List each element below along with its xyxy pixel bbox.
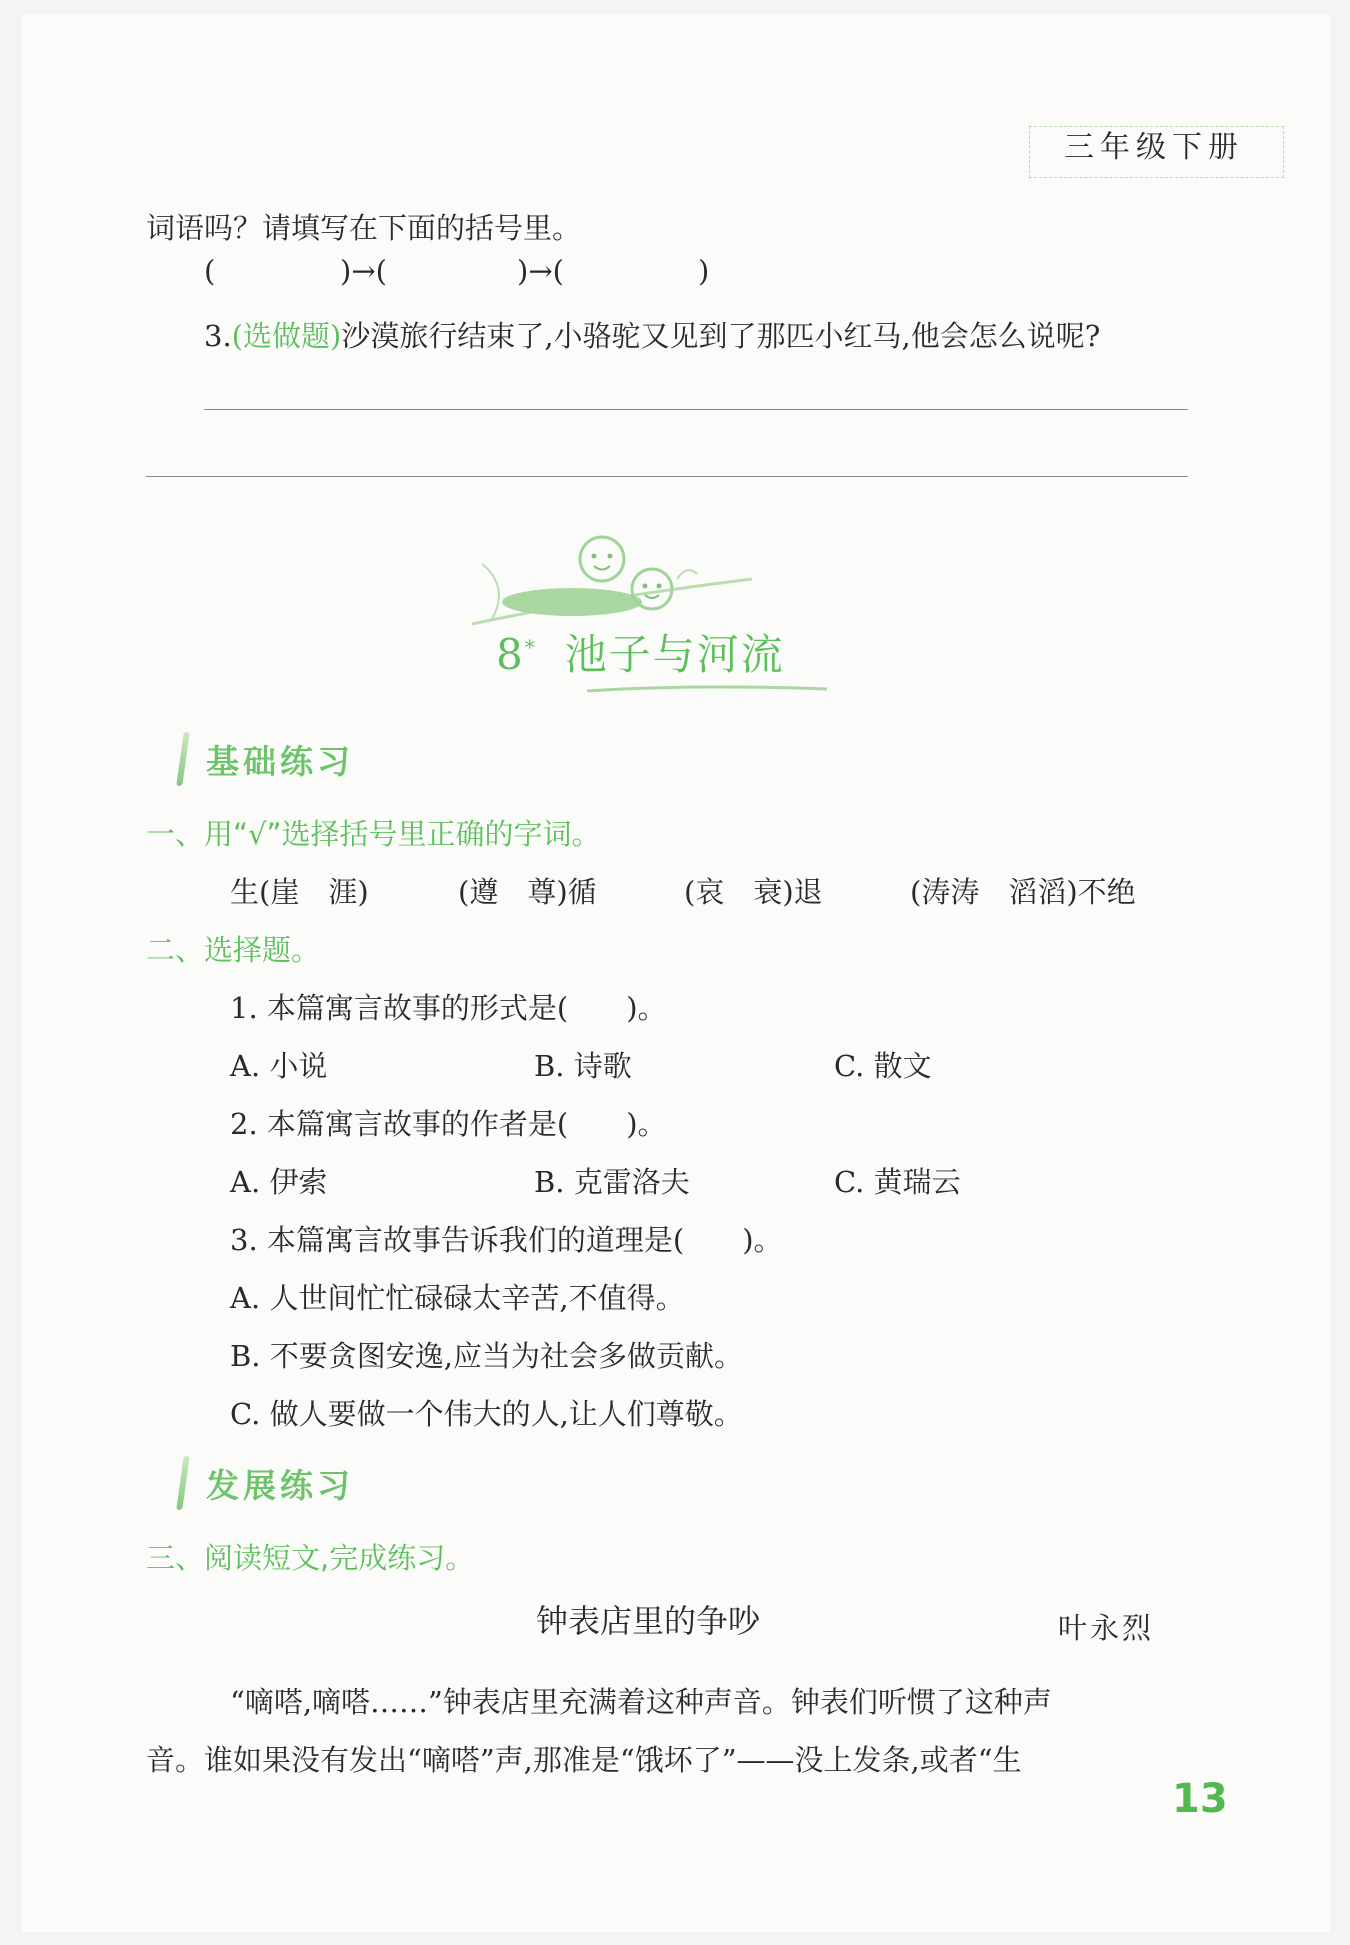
grade-label: 三年级下册: [1064, 130, 1244, 165]
part3-title: 三、阅读短文,完成练习。: [146, 1541, 475, 1575]
q2-option-b[interactable]: B. 克雷洛夫: [534, 1165, 690, 1199]
question-text: 沙漠旅行结束了,小骆驼又见到了那匹小红马,他会怎么说呢?: [341, 319, 1101, 353]
optional-tag: (选做题): [231, 319, 342, 353]
question-number: 3.: [204, 319, 232, 353]
q3-option-a[interactable]: A. 人世间忙忙碌碌太辛苦,不值得。: [230, 1281, 685, 1315]
bracket-4: ): [698, 254, 710, 288]
kids-illustration: [452, 524, 772, 634]
lesson-number: 8: [496, 630, 525, 679]
question-3: 3. 本篇寓言故事告诉我们的道理是( )。: [230, 1223, 783, 1257]
title-underline: [582, 682, 832, 696]
answer-line-1[interactable]: [204, 409, 1188, 410]
q3-option-b[interactable]: B. 不要贪图安逸,应当为社会多做贡献。: [230, 1339, 743, 1373]
paragraph-line-1: “嘀嗒,嘀嗒……”钟表店里充满着这种声音。钟表们听惯了这种声: [230, 1685, 1052, 1719]
pencil-icon: [176, 732, 190, 786]
q2-option-c[interactable]: C. 黄瑞云: [834, 1165, 961, 1199]
question-1: 1. 本篇寓言故事的形式是( )。: [230, 991, 667, 1025]
lesson-name: 池子与河流: [564, 630, 785, 679]
part1-title: 一、用“√”选择括号里正确的字词。: [146, 817, 601, 851]
basic-practice-heading: 基础练习: [206, 742, 354, 781]
q1-option-a[interactable]: A. 小说: [230, 1049, 328, 1083]
lesson-star: *: [524, 635, 537, 659]
q3-option-c[interactable]: C. 做人要做一个伟大的人,让人们尊敬。: [230, 1397, 743, 1431]
paragraph-line-2: 音。谁如果没有发出“嘀嗒”声,那准是“饿坏了”——没上发条,或者“生: [146, 1743, 1022, 1777]
workbook-page: [22, 14, 1330, 1932]
choice-item-4[interactable]: (涛涛 滔滔)不绝: [910, 875, 1136, 909]
q1-option-b[interactable]: B. 诗歌: [534, 1049, 632, 1083]
page-number: 13: [1172, 1776, 1228, 1822]
choice-item-3[interactable]: (哀 衰)退: [684, 875, 823, 909]
answer-line-2[interactable]: [146, 476, 1188, 477]
article-title: 钟表店里的争吵: [536, 1602, 761, 1640]
choice-item-1[interactable]: 生(崖 涯): [230, 875, 369, 909]
optional-question: [204, 314, 1100, 355]
develop-practice-heading: 发展练习: [206, 1466, 354, 1505]
kid-body-icon: [502, 588, 642, 616]
pencil-icon-2: [176, 1456, 190, 1510]
article-author: 叶永烈: [1058, 1611, 1155, 1645]
q2-option-a[interactable]: A. 伊索: [230, 1165, 328, 1199]
part2-title: 二、选择题。: [146, 933, 321, 967]
question-2: 2. 本篇寓言故事的作者是( )。: [230, 1107, 667, 1141]
bracket-1: (: [204, 254, 216, 288]
continuation-line: 词语吗？请填写在下面的括号里。: [146, 211, 582, 245]
bracket-3: )→(: [517, 254, 564, 288]
kid-face-icon: [580, 537, 624, 581]
choice-item-2[interactable]: (遵 尊)循: [458, 875, 597, 909]
q1-option-c[interactable]: C. 散文: [834, 1049, 932, 1083]
leaf-icon: [482, 564, 499, 619]
lesson-title: [496, 622, 785, 682]
bracket-2: )→(: [340, 254, 387, 288]
